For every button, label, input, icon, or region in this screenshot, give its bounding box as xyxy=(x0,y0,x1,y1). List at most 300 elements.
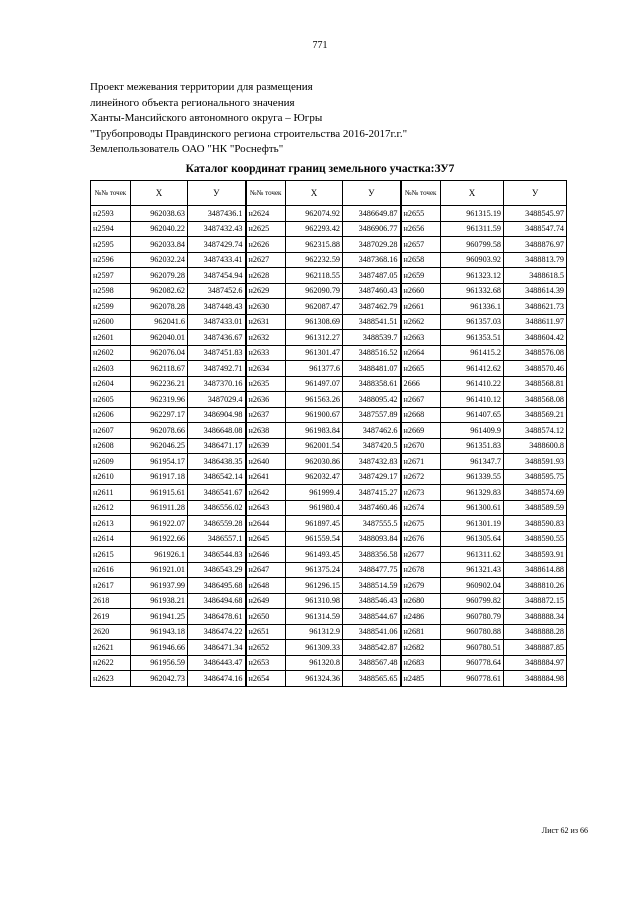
point-id: н2601 xyxy=(91,330,131,346)
point-id: н2616 xyxy=(91,562,131,578)
x-coordinate: 961377.6 xyxy=(286,361,343,377)
x-coordinate: 961336.1 xyxy=(441,299,504,315)
point-id: н2650 xyxy=(246,609,286,625)
column-header: №№ точек xyxy=(91,181,131,206)
table-row xyxy=(91,376,567,392)
point-id: н2486 xyxy=(401,609,441,625)
y-coordinate: 3487436.1 xyxy=(188,206,246,222)
y-coordinate: 3488567.48 xyxy=(343,655,401,671)
x-coordinate: 962030.86 xyxy=(286,454,343,470)
y-coordinate: 3486471.34 xyxy=(188,640,246,656)
table-row xyxy=(91,299,567,315)
y-coordinate: 3488876.97 xyxy=(504,237,567,253)
y-coordinate: 3488872.15 xyxy=(504,593,567,609)
y-coordinate: 3487429.74 xyxy=(188,237,246,253)
y-coordinate: 3487454.94 xyxy=(188,268,246,284)
table-row xyxy=(91,578,567,594)
y-coordinate: 3488888.28 xyxy=(504,624,567,640)
x-coordinate: 962032.47 xyxy=(286,469,343,485)
table-row xyxy=(91,345,567,361)
point-id: н2614 xyxy=(91,531,131,547)
point-id: н2627 xyxy=(246,252,286,268)
point-id: н2642 xyxy=(246,485,286,501)
table-row xyxy=(91,438,567,454)
y-coordinate: 3486543.29 xyxy=(188,562,246,578)
point-id: н2674 xyxy=(401,500,441,516)
column-header: У xyxy=(188,181,246,206)
point-id: н2628 xyxy=(246,268,286,284)
table-row xyxy=(91,221,567,237)
header-line: линейного объекта регионального значения xyxy=(90,96,295,109)
point-id: н2605 xyxy=(91,392,131,408)
y-coordinate: 3486541.67 xyxy=(188,485,246,501)
table-row xyxy=(91,500,567,516)
point-id: н2630 xyxy=(246,299,286,315)
y-coordinate: 3487451.83 xyxy=(188,345,246,361)
column-header: У xyxy=(504,181,567,206)
x-coordinate: 961943.18 xyxy=(131,624,188,640)
y-coordinate: 3488574.12 xyxy=(504,423,567,439)
y-coordinate: 3487492.71 xyxy=(188,361,246,377)
point-id: н2633 xyxy=(246,345,286,361)
x-coordinate: 961351.83 xyxy=(441,438,504,454)
table-row xyxy=(91,252,567,268)
point-id: н2677 xyxy=(401,547,441,563)
y-coordinate: 3488516.52 xyxy=(343,345,401,361)
y-coordinate: 3488887.85 xyxy=(504,640,567,656)
y-coordinate: 3487433.01 xyxy=(188,314,246,330)
x-coordinate: 961315.19 xyxy=(441,206,504,222)
table-body xyxy=(91,206,567,687)
x-coordinate: 961999.4 xyxy=(286,485,343,501)
x-coordinate: 962041.6 xyxy=(131,314,188,330)
y-coordinate: 3487487.05 xyxy=(343,268,401,284)
y-coordinate: 3487436.67 xyxy=(188,330,246,346)
x-coordinate: 961897.45 xyxy=(286,516,343,532)
point-id: н2649 xyxy=(246,593,286,609)
point-id: н2643 xyxy=(246,500,286,516)
y-coordinate: 3487420.5 xyxy=(343,438,401,454)
y-coordinate: 3488590.55 xyxy=(504,531,567,547)
point-id: н2640 xyxy=(246,454,286,470)
x-coordinate: 962042.73 xyxy=(131,671,188,687)
point-id: н2672 xyxy=(401,469,441,485)
y-coordinate: 3488813.79 xyxy=(504,252,567,268)
point-id: н2680 xyxy=(401,593,441,609)
x-coordinate: 960799.58 xyxy=(441,237,504,253)
table-row xyxy=(91,671,567,687)
point-id: н2673 xyxy=(401,485,441,501)
x-coordinate: 961320.8 xyxy=(286,655,343,671)
point-id: 2666 xyxy=(401,376,441,392)
point-id: н2638 xyxy=(246,423,286,439)
x-coordinate: 962040.22 xyxy=(131,221,188,237)
x-coordinate: 961559.54 xyxy=(286,531,343,547)
y-coordinate: 3487448.43 xyxy=(188,299,246,315)
point-id: н2629 xyxy=(246,283,286,299)
x-coordinate: 961938.21 xyxy=(131,593,188,609)
y-coordinate: 3487557.89 xyxy=(343,407,401,423)
y-coordinate: 3486649.87 xyxy=(343,206,401,222)
y-coordinate: 3488547.74 xyxy=(504,221,567,237)
x-coordinate: 961324.36 xyxy=(286,671,343,687)
y-coordinate: 3486556.02 xyxy=(188,500,246,516)
x-coordinate: 962078.66 xyxy=(131,423,188,439)
table-row xyxy=(91,655,567,671)
x-coordinate: 962297.17 xyxy=(131,407,188,423)
y-coordinate: 3486544.83 xyxy=(188,547,246,563)
y-coordinate: 3488541.51 xyxy=(343,314,401,330)
x-coordinate: 961921.01 xyxy=(131,562,188,578)
table-row xyxy=(91,593,567,609)
y-coordinate: 3486542.14 xyxy=(188,469,246,485)
x-coordinate: 961409.9 xyxy=(441,423,504,439)
x-coordinate: 960780.88 xyxy=(441,624,504,640)
point-id: н2651 xyxy=(246,624,286,640)
point-id: н2599 xyxy=(91,299,131,315)
y-coordinate: 3488614.39 xyxy=(504,283,567,299)
y-coordinate: 3488542.87 xyxy=(343,640,401,656)
point-id: 2620 xyxy=(91,624,131,640)
point-id: н2676 xyxy=(401,531,441,547)
y-coordinate: 3486906.77 xyxy=(343,221,401,237)
table-row xyxy=(91,624,567,640)
y-coordinate: 3486904.98 xyxy=(188,407,246,423)
point-id: н2623 xyxy=(91,671,131,687)
y-coordinate: 3487433.41 xyxy=(188,252,246,268)
document-header xyxy=(90,80,407,158)
point-id: н2661 xyxy=(401,299,441,315)
x-coordinate: 961497.07 xyxy=(286,376,343,392)
x-coordinate: 961915.61 xyxy=(131,485,188,501)
point-id: н2660 xyxy=(401,283,441,299)
y-coordinate: 3486438.35 xyxy=(188,454,246,470)
point-id: н2678 xyxy=(401,562,441,578)
point-id: н2675 xyxy=(401,516,441,532)
x-coordinate: 961353.51 xyxy=(441,330,504,346)
x-coordinate: 961407.65 xyxy=(441,407,504,423)
point-id: н2609 xyxy=(91,454,131,470)
x-coordinate: 961305.64 xyxy=(441,531,504,547)
y-coordinate: 3488565.65 xyxy=(343,671,401,687)
y-coordinate: 3488093.84 xyxy=(343,531,401,547)
x-coordinate: 962032.24 xyxy=(131,252,188,268)
point-id: н2597 xyxy=(91,268,131,284)
point-id: н2612 xyxy=(91,500,131,516)
x-coordinate: 961321.43 xyxy=(441,562,504,578)
point-id: 2619 xyxy=(91,609,131,625)
point-id: н2593 xyxy=(91,206,131,222)
x-coordinate: 962001.54 xyxy=(286,438,343,454)
x-coordinate: 962079.28 xyxy=(131,268,188,284)
x-coordinate: 961308.69 xyxy=(286,314,343,330)
column-header: X xyxy=(441,181,504,206)
column-header: X xyxy=(131,181,188,206)
y-coordinate: 3488600.8 xyxy=(504,438,567,454)
y-coordinate: 3488611.97 xyxy=(504,314,567,330)
x-coordinate: 961339.55 xyxy=(441,469,504,485)
x-coordinate: 962232.59 xyxy=(286,252,343,268)
sheet-number: Лист 62 из 66 xyxy=(541,826,588,835)
y-coordinate: 3488595.75 xyxy=(504,469,567,485)
x-coordinate: 961310.98 xyxy=(286,593,343,609)
point-id: н2485 xyxy=(401,671,441,687)
point-id: н2610 xyxy=(91,469,131,485)
y-coordinate: 3488810.26 xyxy=(504,578,567,594)
header-line: Землепользователь ОАО "НК "Роснефть" xyxy=(90,143,284,156)
y-coordinate: 3488539.7 xyxy=(343,330,401,346)
point-id: н2626 xyxy=(246,237,286,253)
point-id: н2611 xyxy=(91,485,131,501)
y-coordinate: 3486471.17 xyxy=(188,438,246,454)
point-id: н2624 xyxy=(246,206,286,222)
x-coordinate: 962118.55 xyxy=(286,268,343,284)
x-coordinate: 961415.2 xyxy=(441,345,504,361)
header-line: Проект межевания территории для размещения xyxy=(90,81,313,93)
x-coordinate: 962087.47 xyxy=(286,299,343,315)
y-coordinate: 3487429.17 xyxy=(343,469,401,485)
x-coordinate: 961347.7 xyxy=(441,454,504,470)
x-coordinate: 961954.17 xyxy=(131,454,188,470)
table-row xyxy=(91,516,567,532)
y-coordinate: 3488591.93 xyxy=(504,454,567,470)
table-row xyxy=(91,314,567,330)
y-coordinate: 3488618.5 xyxy=(504,268,567,284)
table-row xyxy=(91,640,567,656)
x-coordinate: 962033.84 xyxy=(131,237,188,253)
column-header: №№ точек xyxy=(246,181,286,206)
y-coordinate: 3488568.08 xyxy=(504,392,567,408)
y-coordinate: 3487432.43 xyxy=(188,221,246,237)
point-id: н2606 xyxy=(91,407,131,423)
x-coordinate: 961922.07 xyxy=(131,516,188,532)
y-coordinate: 3488570.46 xyxy=(504,361,567,377)
x-coordinate: 962236.21 xyxy=(131,376,188,392)
header-line: "Трубопроводы Правдинского региона строительства 2016-2017г.г." xyxy=(90,127,408,140)
table-header-row xyxy=(91,181,567,206)
point-id: н2603 xyxy=(91,361,131,377)
point-id: н2602 xyxy=(91,345,131,361)
x-coordinate: 961410.12 xyxy=(441,392,504,408)
table-row xyxy=(91,283,567,299)
point-id: н2665 xyxy=(401,361,441,377)
y-coordinate: 3486478.61 xyxy=(188,609,246,625)
x-coordinate: 960903.92 xyxy=(441,252,504,268)
point-id: н2607 xyxy=(91,423,131,439)
point-id: н2598 xyxy=(91,283,131,299)
x-coordinate: 961301.47 xyxy=(286,345,343,361)
y-coordinate: 3487370.16 xyxy=(188,376,246,392)
y-coordinate: 3488593.91 xyxy=(504,547,567,563)
y-coordinate: 3488884.98 xyxy=(504,671,567,687)
y-coordinate: 3486648.08 xyxy=(188,423,246,439)
table-row xyxy=(91,562,567,578)
y-coordinate: 3488358.61 xyxy=(343,376,401,392)
x-coordinate: 961301.19 xyxy=(441,516,504,532)
point-id: н2604 xyxy=(91,376,131,392)
y-coordinate: 3488477.75 xyxy=(343,562,401,578)
point-id: н2594 xyxy=(91,221,131,237)
y-coordinate: 3486474.22 xyxy=(188,624,246,640)
x-coordinate: 962078.28 xyxy=(131,299,188,315)
y-coordinate: 3488481.07 xyxy=(343,361,401,377)
point-id: н2682 xyxy=(401,640,441,656)
x-coordinate: 961357.03 xyxy=(441,314,504,330)
point-id: н2635 xyxy=(246,376,286,392)
y-coordinate: 3488095.42 xyxy=(343,392,401,408)
y-coordinate: 3488546.43 xyxy=(343,593,401,609)
point-id: н2664 xyxy=(401,345,441,361)
y-coordinate: 3487460.46 xyxy=(343,500,401,516)
y-coordinate: 3486474.16 xyxy=(188,671,246,687)
x-coordinate: 962293.42 xyxy=(286,221,343,237)
column-header: У xyxy=(343,181,401,206)
point-id: н2644 xyxy=(246,516,286,532)
x-coordinate: 961922.66 xyxy=(131,531,188,547)
column-header: X xyxy=(286,181,343,206)
table-row xyxy=(91,531,567,547)
point-id: н2646 xyxy=(246,547,286,563)
y-coordinate: 3487460.43 xyxy=(343,283,401,299)
y-coordinate: 3488621.73 xyxy=(504,299,567,315)
y-coordinate: 3487462.6 xyxy=(343,423,401,439)
y-coordinate: 3488884.97 xyxy=(504,655,567,671)
point-id: н2617 xyxy=(91,578,131,594)
table-row xyxy=(91,423,567,439)
point-id: н2596 xyxy=(91,252,131,268)
point-id: н2632 xyxy=(246,330,286,346)
y-coordinate: 3486494.68 xyxy=(188,593,246,609)
point-id: н2670 xyxy=(401,438,441,454)
x-coordinate: 961410.22 xyxy=(441,376,504,392)
y-coordinate: 3487415.27 xyxy=(343,485,401,501)
point-id: н2621 xyxy=(91,640,131,656)
y-coordinate: 3488568.81 xyxy=(504,376,567,392)
x-coordinate: 961946.66 xyxy=(131,640,188,656)
x-coordinate: 962118.67 xyxy=(131,361,188,377)
x-coordinate: 962074.92 xyxy=(286,206,343,222)
y-coordinate: 3488545.97 xyxy=(504,206,567,222)
y-coordinate: 3486557.1 xyxy=(188,531,246,547)
point-id: н2657 xyxy=(401,237,441,253)
point-id: н2645 xyxy=(246,531,286,547)
x-coordinate: 961926.1 xyxy=(131,547,188,563)
point-id: н2655 xyxy=(401,206,441,222)
point-id: н2652 xyxy=(246,640,286,656)
y-coordinate: 3487462.79 xyxy=(343,299,401,315)
x-coordinate: 961980.4 xyxy=(286,500,343,516)
y-coordinate: 3487029.4 xyxy=(188,392,246,408)
x-coordinate: 960902.04 xyxy=(441,578,504,594)
y-coordinate: 3488514.59 xyxy=(343,578,401,594)
table-row xyxy=(91,547,567,563)
point-id: н2636 xyxy=(246,392,286,408)
y-coordinate: 3488590.83 xyxy=(504,516,567,532)
table-row xyxy=(91,392,567,408)
point-id: н2656 xyxy=(401,221,441,237)
y-coordinate: 3488574.69 xyxy=(504,485,567,501)
y-coordinate: 3486559.28 xyxy=(188,516,246,532)
table-row xyxy=(91,361,567,377)
point-id: н2639 xyxy=(246,438,286,454)
x-coordinate: 962040.01 xyxy=(131,330,188,346)
y-coordinate: 3488544.67 xyxy=(343,609,401,625)
table-row xyxy=(91,206,567,222)
point-id: н2663 xyxy=(401,330,441,346)
x-coordinate: 961412.62 xyxy=(441,361,504,377)
point-id: н2608 xyxy=(91,438,131,454)
y-coordinate: 3487432.83 xyxy=(343,454,401,470)
y-coordinate: 3488576.08 xyxy=(504,345,567,361)
point-id: н2668 xyxy=(401,407,441,423)
x-coordinate: 961332.68 xyxy=(441,283,504,299)
coordinates-table xyxy=(90,180,567,687)
x-coordinate: 961941.25 xyxy=(131,609,188,625)
point-id: н2662 xyxy=(401,314,441,330)
x-coordinate: 960799.82 xyxy=(441,593,504,609)
x-coordinate: 961375.24 xyxy=(286,562,343,578)
point-id: н2653 xyxy=(246,655,286,671)
x-coordinate: 961311.59 xyxy=(441,221,504,237)
point-id: н2648 xyxy=(246,578,286,594)
x-coordinate: 961563.26 xyxy=(286,392,343,408)
x-coordinate: 960780.79 xyxy=(441,609,504,625)
table-row xyxy=(91,485,567,501)
table-row xyxy=(91,469,567,485)
x-coordinate: 962319.96 xyxy=(131,392,188,408)
point-id: н2667 xyxy=(401,392,441,408)
point-id: н2634 xyxy=(246,361,286,377)
point-id: н2679 xyxy=(401,578,441,594)
y-coordinate: 3486443.47 xyxy=(188,655,246,671)
y-coordinate: 3487555.5 xyxy=(343,516,401,532)
x-coordinate: 960780.51 xyxy=(441,640,504,656)
x-coordinate: 961937.99 xyxy=(131,578,188,594)
x-coordinate: 962038.63 xyxy=(131,206,188,222)
x-coordinate: 961323.12 xyxy=(441,268,504,284)
y-coordinate: 3488888.34 xyxy=(504,609,567,625)
point-id: н2658 xyxy=(401,252,441,268)
x-coordinate: 961296.15 xyxy=(286,578,343,594)
table-row xyxy=(91,268,567,284)
point-id: н2669 xyxy=(401,423,441,439)
x-coordinate: 960778.64 xyxy=(441,655,504,671)
y-coordinate: 3488541.06 xyxy=(343,624,401,640)
point-id: н2659 xyxy=(401,268,441,284)
x-coordinate: 961312.27 xyxy=(286,330,343,346)
point-id: н2641 xyxy=(246,469,286,485)
y-coordinate: 3488614.88 xyxy=(504,562,567,578)
y-coordinate: 3487368.16 xyxy=(343,252,401,268)
table-row xyxy=(91,237,567,253)
x-coordinate: 962315.88 xyxy=(286,237,343,253)
y-coordinate: 3488569.21 xyxy=(504,407,567,423)
point-id: н2622 xyxy=(91,655,131,671)
x-coordinate: 961911.28 xyxy=(131,500,188,516)
point-id: 2618 xyxy=(91,593,131,609)
y-coordinate: 3487452.6 xyxy=(188,283,246,299)
page-number: 771 xyxy=(312,40,328,51)
x-coordinate: 961917.18 xyxy=(131,469,188,485)
column-header: №№ точек xyxy=(401,181,441,206)
table-row xyxy=(91,407,567,423)
table-row xyxy=(91,454,567,470)
x-coordinate: 961493.45 xyxy=(286,547,343,563)
point-id: н2683 xyxy=(401,655,441,671)
x-coordinate: 961312.9 xyxy=(286,624,343,640)
point-id: н2654 xyxy=(246,671,286,687)
table-row xyxy=(91,609,567,625)
